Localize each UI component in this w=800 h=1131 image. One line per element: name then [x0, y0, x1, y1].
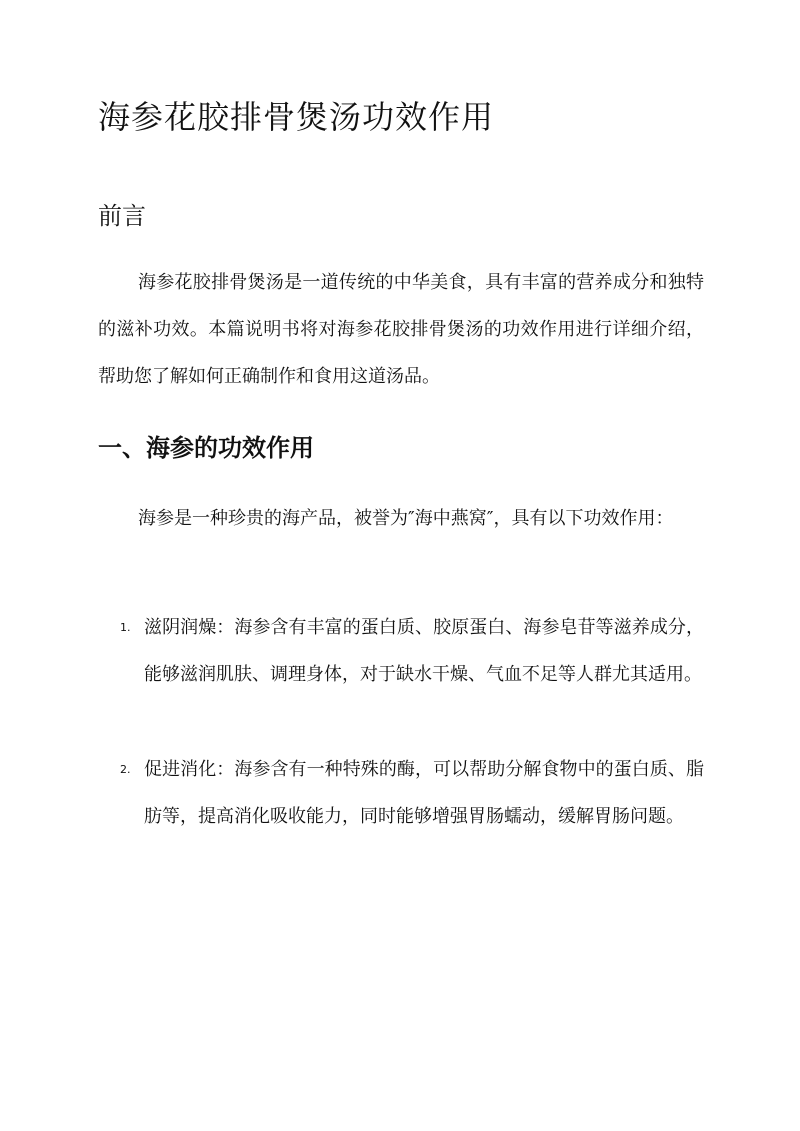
list-item-text: 促进消化：海参含有一种特殊的酶，可以帮助分解食物中的蛋白质、脂肪等，提高消化吸收能力，同时能够增强胃肠蠕动，缓解胃肠问题。: [144, 759, 704, 827]
list-item: [98, 604, 704, 698]
document-title: 海参花胶排骨煲汤功效作用: [98, 98, 495, 136]
section-heading-preface: 前言: [98, 202, 146, 230]
preface-paragraph: 海参花胶排骨煲汤是一道传统的中华美食，具有丰富的营养成分和独特的滋补功效。本篇说明书将对海参花胶排骨煲汤的功效作用进行详细介绍，帮助您了解如何正确制作和食用这道汤品。: [98, 272, 704, 387]
section-heading-sea-cucumber: 一、海参的功效作用: [98, 433, 314, 462]
list-item-number: 1.: [120, 621, 131, 634]
list-item: [98, 746, 704, 840]
list-item-number: 2.: [120, 763, 131, 776]
sea-cucumber-intro-paragraph: 海参是一种珍贵的海产品，被誉为″海中燕窝″，具有以下功效作用：: [138, 508, 674, 529]
list-item-text: 滋阴润燥：海参含有丰富的蛋白质、胶原蛋白、海参皂苷等滋养成分，能够滋润肌肤、调理身体，对于缺水干燥、气血不足等人群尤其适用。: [144, 617, 704, 685]
